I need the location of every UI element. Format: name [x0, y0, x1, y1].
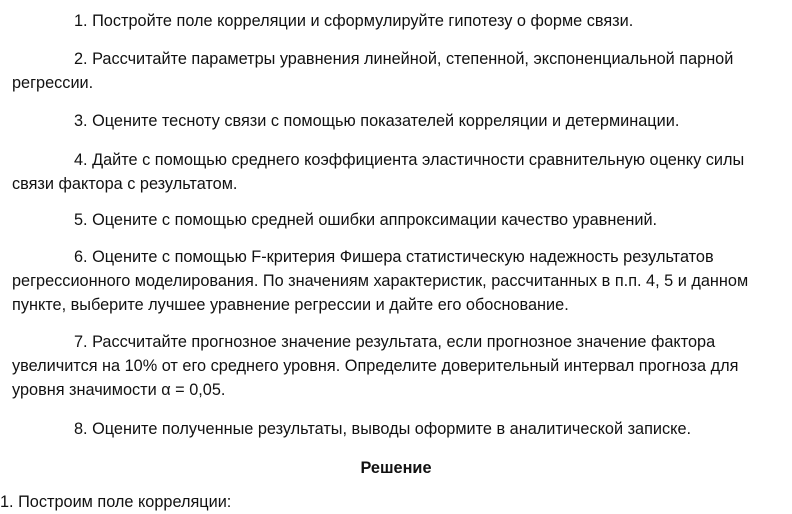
task-8: 8. Оцените полученные результаты, выводы оформите в аналитической записке.	[74, 420, 692, 438]
solution-heading: Решение	[360, 459, 432, 477]
task-4: 4. Дайте с помощью среднего коэффициента эластичности сравнительную оценку силы связи фактора с результатом.	[12, 151, 745, 193]
task-5: 5. Оцените с помощью средней ошибки аппроксимации качество уравнений.	[74, 211, 658, 229]
task-3: 3. Оцените тесноту связи с помощью показателей корреляции и детерминации.	[74, 112, 680, 130]
task-2: 2. Рассчитайте параметры уравнения линейной, степенной, экспоненциальной парной регрессии.	[12, 50, 734, 92]
task-7: 7. Рассчитайте прогнозное значение результата, если прогнозное значение фактора увеличится на 10% от его среднего уровня. Определите доверительный интервал прогноза для уровня значимости α = 0,05.	[12, 333, 739, 399]
task-1: 1. Постройте поле корреляции и сформулируйте гипотезу о форме связи.	[74, 12, 634, 30]
task-6: 6. Оцените с помощью F-критерия Фишера статистическую надежность результатов регрессионного моделирования. По значениям характеристик, рассчитанных в п.п. 4, 5 и данном пункте, выберите лучшее уравнение регрессии и дайте его обоснование.	[12, 248, 749, 314]
solution-step-1: 1. Построим поле корреляции:	[0, 493, 232, 511]
